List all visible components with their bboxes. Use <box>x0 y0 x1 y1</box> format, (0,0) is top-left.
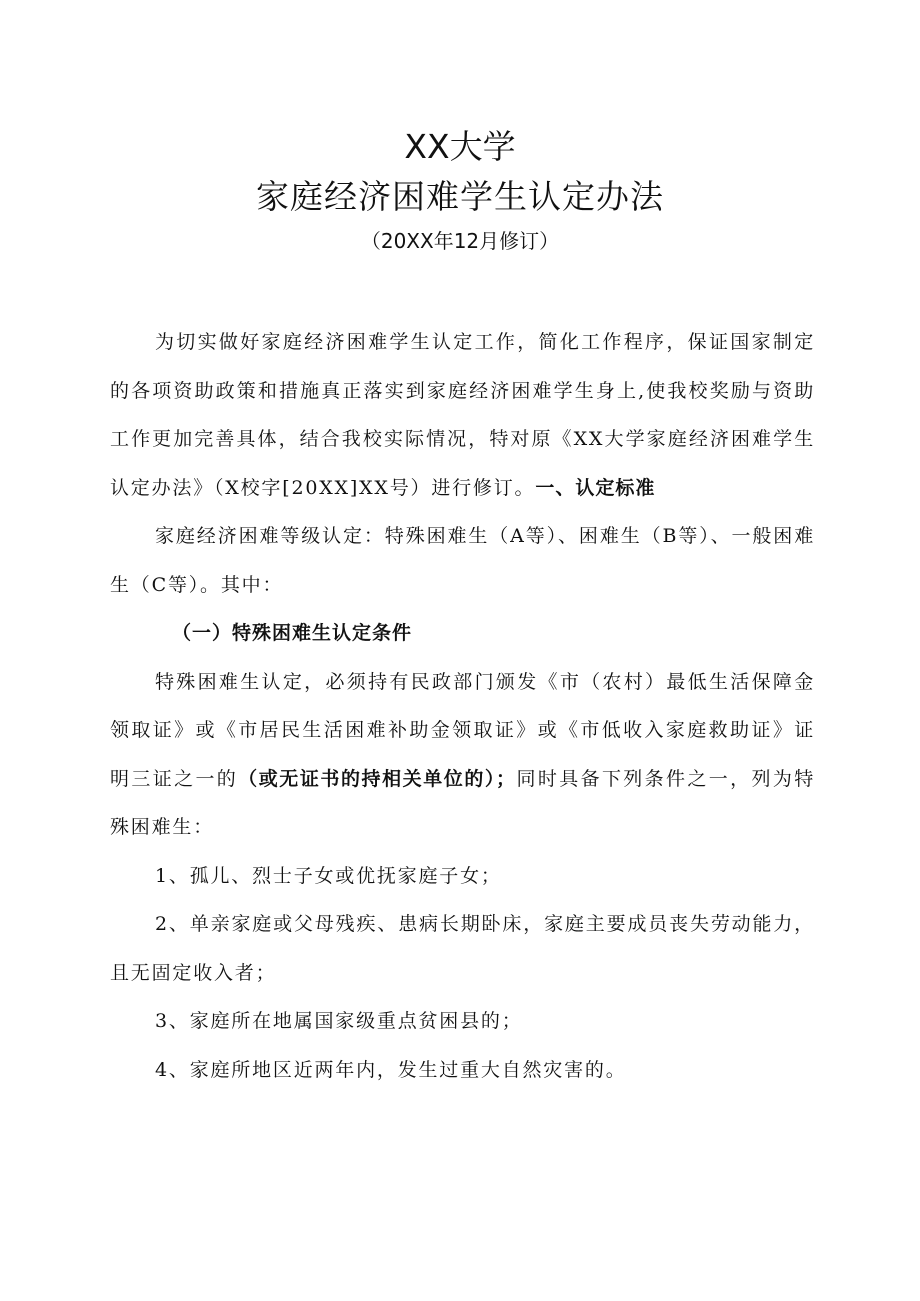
section1-bold-note: （或无证书的持相关单位的）； <box>238 767 516 790</box>
condition-item: 4、家庭所地区近两年内，发生过重大自然灾害的。 <box>155 1058 627 1081</box>
section1-paragraph <box>110 658 815 852</box>
section1-text-after: 同时具备下列条件之一，列为特殊困难生： <box>110 767 815 838</box>
condition-item: 2、单亲家庭或父母残疾、患病长期卧床，家庭主要成员丧失劳动能力，且无固定收入者； <box>110 913 815 984</box>
document-title: 家庭经济困难学生认定办法 <box>256 177 664 216</box>
intro-text: 为切实做好家庭经济困难学生认定工作，简化工作程序，保证国家制定的各项资助政策和措施真正落实到家庭经济困难学生身上,使我校奖励与资助工作更加完善具体，结合我校实际情况，特对原《XX大学家庭经济困难学生认定办法》（X校字[20XX]XX号）进行修订。 <box>110 331 815 499</box>
condition-item: 1、孤儿、烈士子女或优抚家庭子女； <box>155 864 502 887</box>
condition-item: 3、家庭所在地属国家级重点贫困县的； <box>155 1010 523 1032</box>
section-heading-standards: 一、认定标准 <box>535 476 656 499</box>
levels-paragraph: 家庭经济困难等级认定：特殊困难生（A等）、困难生（B等）、一般困难生（C等）。其中： <box>110 525 815 596</box>
document-title-block <box>0 125 920 256</box>
university-name-title: XX大学 <box>404 127 516 166</box>
intro-paragraph <box>110 318 815 512</box>
section1-heading: （一）特殊困难生认定条件 <box>172 622 413 644</box>
revision-note: （20XX年12月修订） <box>360 229 560 253</box>
document-body <box>110 318 815 1094</box>
section1-text-before: 特殊困难生认定，必须持有民政部门颁发《市（农村）最低生活保障金领取证》或《市居民生活困难补助金领取证》或《市低收入家庭救助证》证明三证之一的 <box>110 670 815 790</box>
